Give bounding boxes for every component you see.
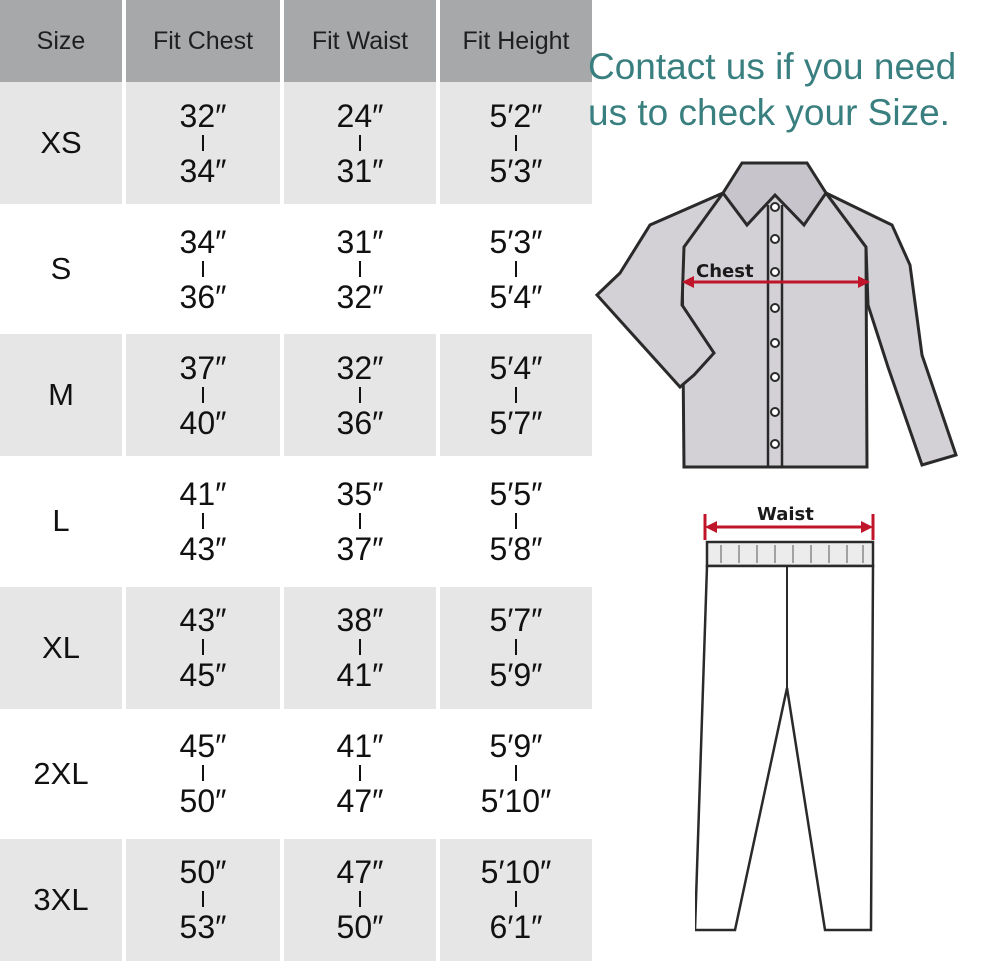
range-separator	[202, 765, 204, 781]
pants-waistband	[707, 542, 873, 566]
table-row	[0, 206, 592, 332]
waist-range	[282, 837, 438, 963]
range-min: 45″	[179, 728, 227, 765]
range-separator	[202, 513, 204, 529]
range-max: 47″	[336, 783, 384, 820]
range-max: 5′7″	[489, 404, 543, 441]
pants-legs	[695, 566, 873, 930]
header-fit-height: Fit Height	[438, 0, 592, 82]
size-label: XS	[0, 82, 124, 206]
range-separator	[359, 387, 361, 403]
range-min: 41″	[336, 728, 384, 765]
height-range	[438, 585, 592, 711]
range-max: 5′4″	[489, 278, 543, 315]
chest-range	[124, 458, 282, 584]
range-max: 43″	[179, 530, 227, 567]
range-min: 35″	[336, 475, 384, 512]
range-separator	[515, 135, 517, 151]
waist-range	[282, 585, 438, 711]
range-min: 32″	[336, 349, 384, 386]
height-range	[438, 206, 592, 332]
range-min: 5′2″	[489, 97, 543, 134]
range-max: 37″	[336, 530, 384, 567]
chest-label: Chest	[696, 261, 754, 282]
range-separator	[515, 891, 517, 907]
range-max: 53″	[179, 909, 227, 946]
contact-line-1: Contact us if you need	[588, 46, 957, 87]
size-label: 2XL	[0, 711, 124, 837]
chest-range	[124, 206, 282, 332]
table-row	[0, 82, 592, 206]
size-label: S	[0, 206, 124, 332]
range-max: 5′9″	[489, 657, 543, 694]
range-min: 37″	[179, 349, 227, 386]
range-max: 5′8″	[489, 530, 543, 567]
size-label: L	[0, 458, 124, 584]
range-separator	[359, 135, 361, 151]
range-separator	[202, 387, 204, 403]
range-max: 40″	[179, 404, 227, 441]
range-max: 5′10″	[480, 783, 552, 820]
range-min: 43″	[179, 602, 227, 639]
range-max: 5′3″	[489, 152, 543, 189]
range-max: 41″	[336, 657, 384, 694]
range-max: 34″	[179, 152, 227, 189]
waist-range	[282, 458, 438, 584]
range-max: 50″	[179, 783, 227, 820]
waist-range	[282, 206, 438, 332]
range-separator	[359, 765, 361, 781]
height-range	[438, 82, 592, 206]
range-max: 32″	[336, 278, 384, 315]
contact-message	[588, 44, 998, 136]
range-max: 6′1″	[489, 909, 543, 946]
range-max: 45″	[179, 657, 227, 694]
range-separator	[515, 513, 517, 529]
range-separator	[359, 891, 361, 907]
range-separator	[202, 891, 204, 907]
size-label: 3XL	[0, 837, 124, 963]
range-separator	[515, 387, 517, 403]
range-separator	[515, 765, 517, 781]
table-header-row	[0, 0, 592, 82]
range-separator	[515, 261, 517, 277]
height-range	[438, 711, 592, 837]
table-row	[0, 585, 592, 711]
range-max: 31″	[336, 152, 384, 189]
height-range	[438, 837, 592, 963]
height-range	[438, 332, 592, 458]
table-row	[0, 332, 592, 458]
range-min: 24″	[336, 97, 384, 134]
chest-range	[124, 82, 282, 206]
range-max: 36″	[179, 278, 227, 315]
range-min: 31″	[336, 223, 384, 260]
range-min: 5′3″	[489, 223, 543, 260]
contact-line-2: us to check your Size.	[588, 92, 950, 133]
range-min: 34″	[179, 223, 227, 260]
header-fit-chest: Fit Chest	[124, 0, 282, 82]
header-size: Size	[0, 0, 124, 82]
range-min: 41″	[179, 475, 227, 512]
range-separator	[359, 261, 361, 277]
chest-range	[124, 585, 282, 711]
waist-range	[282, 332, 438, 458]
range-min: 47″	[336, 854, 384, 891]
chest-range	[124, 711, 282, 837]
table-row	[0, 458, 592, 584]
pants-illustration-icon	[695, 498, 885, 938]
waist-range	[282, 82, 438, 206]
range-separator	[515, 639, 517, 655]
range-separator	[359, 639, 361, 655]
range-min: 5′4″	[489, 349, 543, 386]
range-separator	[359, 513, 361, 529]
range-min: 5′9″	[489, 728, 543, 765]
waist-range	[282, 711, 438, 837]
size-label: XL	[0, 585, 124, 711]
range-min: 5′10″	[480, 854, 552, 891]
range-min: 50″	[179, 854, 227, 891]
chest-range	[124, 332, 282, 458]
size-label: M	[0, 332, 124, 458]
range-min: 32″	[179, 97, 227, 134]
chest-range	[124, 837, 282, 963]
range-min: 5′5″	[489, 475, 543, 512]
range-separator	[202, 639, 204, 655]
range-max: 50″	[336, 909, 384, 946]
shirt-illustration-icon	[592, 155, 964, 477]
waist-label: Waist	[757, 504, 814, 525]
range-separator	[202, 261, 204, 277]
range-min: 38″	[336, 602, 384, 639]
header-fit-waist: Fit Waist	[282, 0, 438, 82]
table-row	[0, 711, 592, 837]
height-range	[438, 458, 592, 584]
range-max: 36″	[336, 404, 384, 441]
table-row	[0, 837, 592, 963]
range-separator	[202, 135, 204, 151]
range-min: 5′7″	[489, 602, 543, 639]
